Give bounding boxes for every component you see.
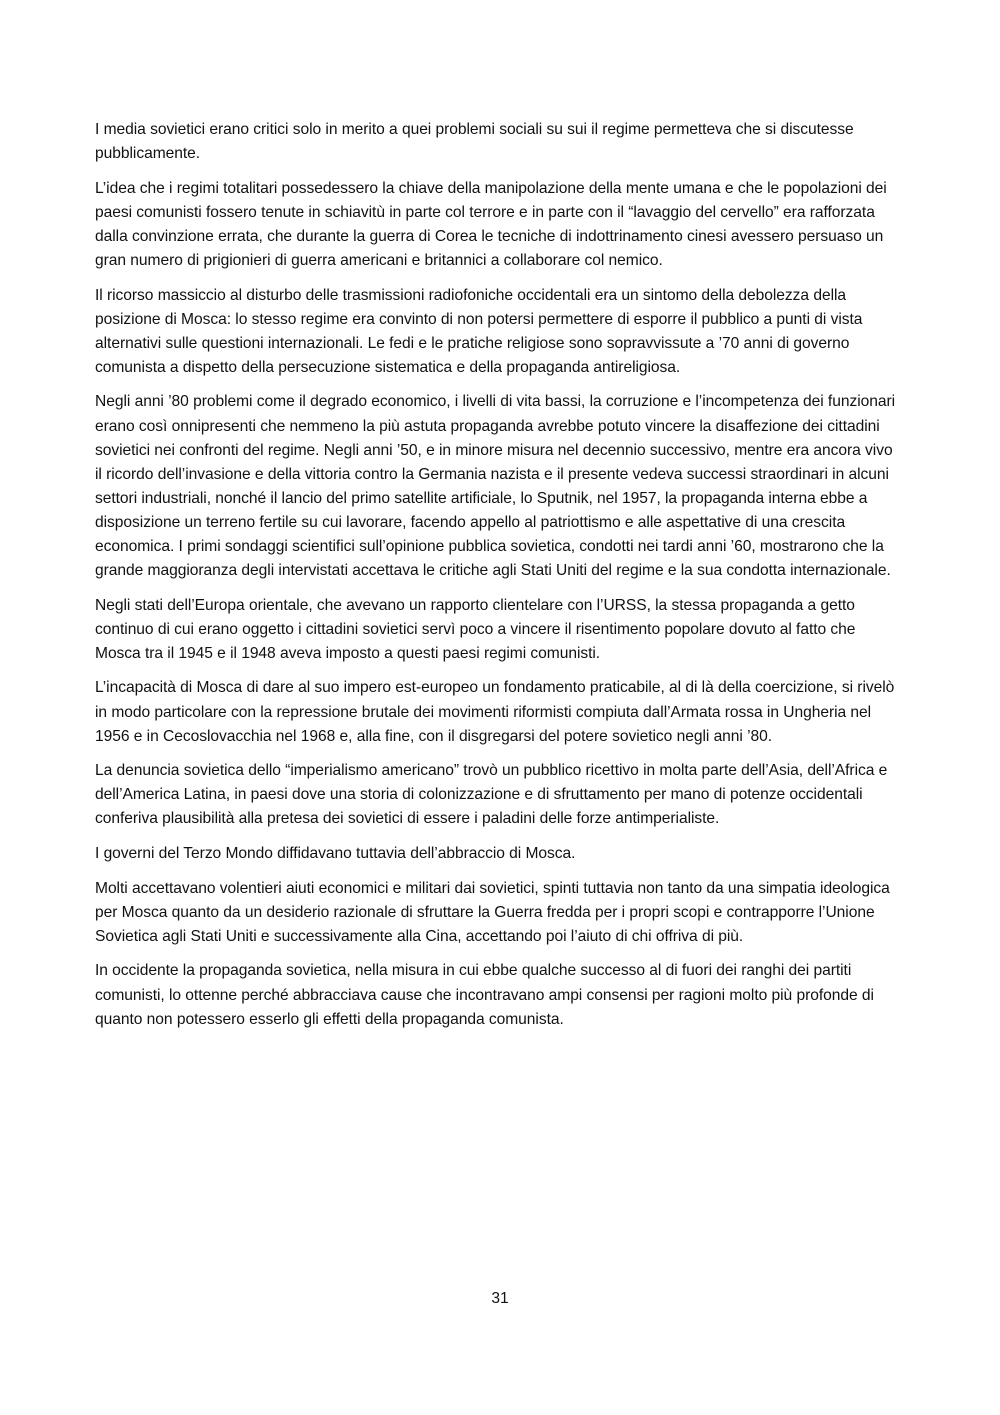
page-number: 31 bbox=[491, 1290, 509, 1307]
paragraph: Il ricorso massiccio al disturbo delle trasmissioni radiofoniche occidentali era un sintomo della debolezza della posizione di Mosca: lo stesso regime era convinto di non potersi permettere di esporre il pubblico a punti di vista alternativi sulle questioni internazionali. Le fedi e le pratiche religiose sono sopravvissute a ’70 anni di governo comunista a dispetto della persecuzione sistematica e della propaganda antireligiosa. bbox=[95, 286, 863, 376]
paragraph: Molti accettavano volentieri aiuti economici e militari dai sovietici, spinti tuttavia non tanto da una simpatia ideologica per Mosca quanto da un desiderio razionale di sfruttare la Guerra fredda per i propri scopi e contrapporre l’Unione Sovietica agli Stati Uniti e successivamente alla Cina, accettando poi l’aiuto di chi offriva di più. bbox=[95, 879, 890, 945]
paragraph: In occidente la propaganda sovietica, nella misura in cui ebbe qualche successo al di fuori dei ranghi dei partiti comunisti, lo ottenne perché abbracciava cause che incontravano ampi consensi per ragioni molto più profonde di quanto non potessero esserlo gli effetti della propaganda comunista. bbox=[95, 962, 874, 1028]
paragraph: Negli anni ’80 problemi come il degrado economico, i livelli di vita bassi, la corruzione e l’incompetenza dei funzionari erano così onnipresenti che nemmeno la più astuta propaganda avrebbe potuto vincere la disaffezione dei cittadini sovietici nei confronti del regime. Negli anni ’50, e in minore misura nel decennio successivo, mentre era ancora vivo il ricordo dell’invasione e della vittoria contro la Germania nazista e il presente vedeva successi straordinari in alcuni settori industriali, nonché il lancio del primo satellite artificiale, lo Sputnik, nel 1957, la propaganda interna ebbe a disposizione un terreno fertile su cui lavorare, facendo appello al patriottismo e alle aspettative di una crescita economica. I primi sondaggi scientifici sull’opinione pubblica sovietica, condotti nei tardi anni ’60, mostrarono che la grande maggioranza degli intervistati accettava le critiche agli Stati Uniti del regime e la sua condotta internazionale. bbox=[95, 393, 896, 580]
paragraph: La denuncia sovietica dello “imperialismo americano” trovò un pubblico ricettivo in molta parte dell’Asia, dell’Africa e dell’America Latina, in paesi dove una storia di colonizzazione e di sfruttamento per mano di potenze occidentali conferiva plausibilità alla pretesa dei sovietici di essere i paladini delle forze antimperialiste. bbox=[95, 762, 888, 828]
body-text bbox=[95, 118, 903, 1042]
paragraph: I governi del Terzo Mondo diffidavano tuttavia dell’abbraccio di Mosca. bbox=[95, 845, 576, 863]
paragraph: L’incapacità di Mosca di dare al suo impero est-europeo un fondamento praticabile, al di là della coercizione, si rivelò in modo particolare con la repressione brutale dei movimenti riformisti compiuta dall’Armata rossa in Ungheria nel 1956 e in Cecoslovacchia nel 1968 e, alla fine, con il disgregarsi del potere sovietico negli anni ’80. bbox=[95, 679, 895, 745]
paragraph: Negli stati dell’Europa orientale, che avevano un rapporto clientelare con l’URSS, la stessa propaganda a getto continuo di cui erano oggetto i cittadini sovietici servì poco a vincere il risentimento popolare dovuto al fatto che Mosca tra il 1945 e il 1948 aveva imposto a questi paesi regimi comunisti. bbox=[95, 596, 856, 662]
paragraph: I media sovietici erano critici solo in merito a quei problemi sociali su sui il regime permetteva che si discutesse pubblicamente. bbox=[95, 121, 854, 163]
paragraph: L’idea che i regimi totalitari possedessero la chiave della manipolazione della mente umana e che le popolazioni dei paesi comunisti fossero tenute in schiavitù in parte col terrore e in parte con il “lavaggio del cervello” era rafforzata dalla convinzione errata, che durante la guerra di Corea le tecniche di indottrinamento cinesi avessero persuaso un gran numero di prigionieri di guerra americani e britannici a collaborare col nemico. bbox=[95, 179, 887, 269]
